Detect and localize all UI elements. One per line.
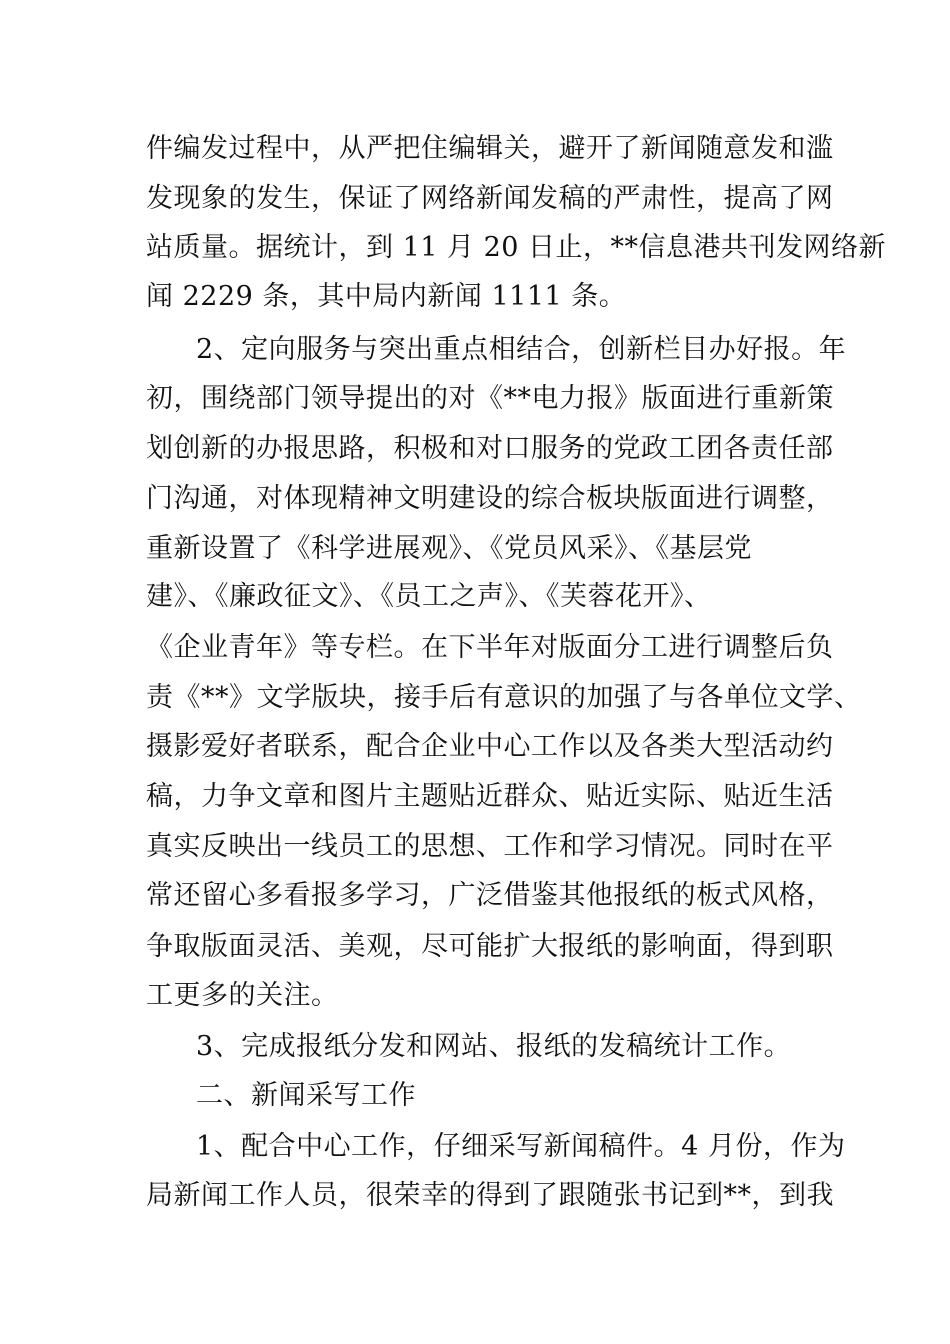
paragraph-line: 真实反映出一线员工的思想、工作和学习情况。同时在平 (146, 831, 834, 862)
paragraph-line: 发现象的发生，保证了网络新闻发稿的严肃性，提高了网 (146, 183, 834, 214)
paragraph-line: 常还留心多看报多学习，广泛借鉴其他报纸的板式风格， (146, 880, 834, 911)
paragraph-line: 件编发过程中，从严把住编辑关，避开了新闻随意发和滥 (146, 133, 834, 164)
paragraph-line: 2、定向服务与突出重点相结合，创新栏目办好报。年 (196, 334, 847, 365)
paragraph-line: 1、配合中心工作，仔细采写新闻稿件。4 月份，作为 (196, 1131, 846, 1162)
paragraph-line: 站质量。据统计，到 11 月 20 日止，**信息港共刊发网络新 (146, 232, 887, 263)
paragraph-line: 责《**》文学版块，接手后有意识的加强了与各单位文学、 (146, 682, 862, 713)
paragraph-line: 划创新的办报思路，积极和对口服务的党政工团各责任部 (146, 433, 834, 464)
paragraph-line: 摄影爱好者联系，配合企业中心工作以及各类大型活动约 (146, 731, 834, 762)
paragraph-line: 3、完成报纸分发和网站、报纸的发稿统计工作。 (196, 1031, 792, 1062)
paragraph-line: 工更多的关注。 (146, 980, 339, 1011)
paragraph-line: 《企业青年》等专栏。在下半年对版面分工进行调整后负 (146, 632, 834, 663)
paragraph-line: 争取版面灵活、美观，尽可能扩大报纸的影响面，得到职 (146, 931, 834, 962)
paragraph-line: 门沟通，对体现精神文明建设的综合板块版面进行调整， (146, 483, 834, 514)
paragraph-line: 闻 2229 条，其中局内新闻 1111 条。 (146, 281, 627, 312)
paragraph-line: 重新设置了《科学进展观》、《党员风采》、《基层党 (146, 533, 752, 564)
paragraph-line: 稿，力争文章和图片主题贴近群众、贴近实际、贴近生活 (146, 781, 834, 812)
paragraph-line: 局新闻工作人员，很荣幸的得到了跟随张书记到**，到我 (146, 1180, 834, 1211)
section-heading: 二、新闻采写工作 (196, 1080, 416, 1111)
paragraph-line: 建》、《廉政征文》、《员工之声》、《芙蓉花开》、 (146, 581, 712, 612)
paragraph-line: 初，围绕部门领导提出的对《**电力报》版面进行重新策 (146, 383, 834, 414)
